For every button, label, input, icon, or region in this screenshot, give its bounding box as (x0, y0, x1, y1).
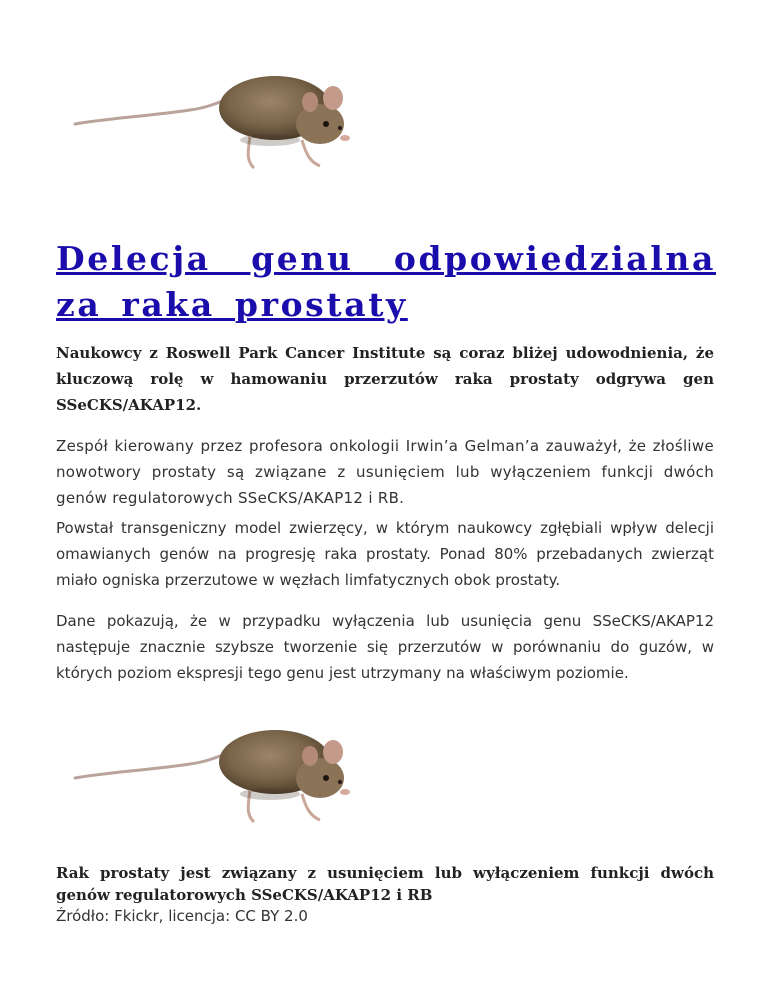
mouse-image-top (70, 66, 360, 174)
article-lead: Naukowcy z Roswell Park Cancer Institute są coraz bliżej udowodnienia, że kluczową rolę w hamowaniu przerzutów raka prostaty odgrywa gen SSeCKS/AKAP12. (56, 344, 714, 414)
image-source: Źródło: Fkickr, licencja: CC BY 2.0 (56, 907, 308, 925)
article-paragraph: Zespół kierowany przez profesora onkologii Irwin’a Gelman’a zauważył, że złośliwe nowotwory prostaty są związane z usunięciem lub wyłączeniem funkcji dwóch genów regulatorowych SSeCKS/AKAP12 i RB. (56, 437, 714, 507)
mouse-image-bottom (70, 720, 360, 828)
article-paragraph: Powstał transgeniczny model zwierzęcy, w którym naukowcy zgłębiali wpływ delecji omawianych genów na progresję raka prostaty. Ponad 80% przebadanych zwierząt miało ogniska przerzutowe w węzłach limfatycznych obok prostaty. (56, 519, 714, 589)
mouse-illustration (70, 720, 360, 828)
mouse-illustration (70, 66, 360, 174)
image-caption: Rak prostaty jest związany z usunięciem lub wyłączeniem funkcji dwóch genów regulatorowych SSeCKS/AKAP12 i RB (56, 864, 714, 904)
article-paragraph: Dane pokazują, że w przypadku wyłączenia lub usunięcia genu SSeCKS/AKAP12 następuje znacznie szybsze tworzenie się przerzutów w porównaniu do guzów, w których poziom ekspresji tego genu jest utrzymany na właściwym poziomie. (56, 612, 714, 682)
article-title-link[interactable]: Delecja genu odpowiedzialna za raka prostaty (56, 239, 716, 324)
